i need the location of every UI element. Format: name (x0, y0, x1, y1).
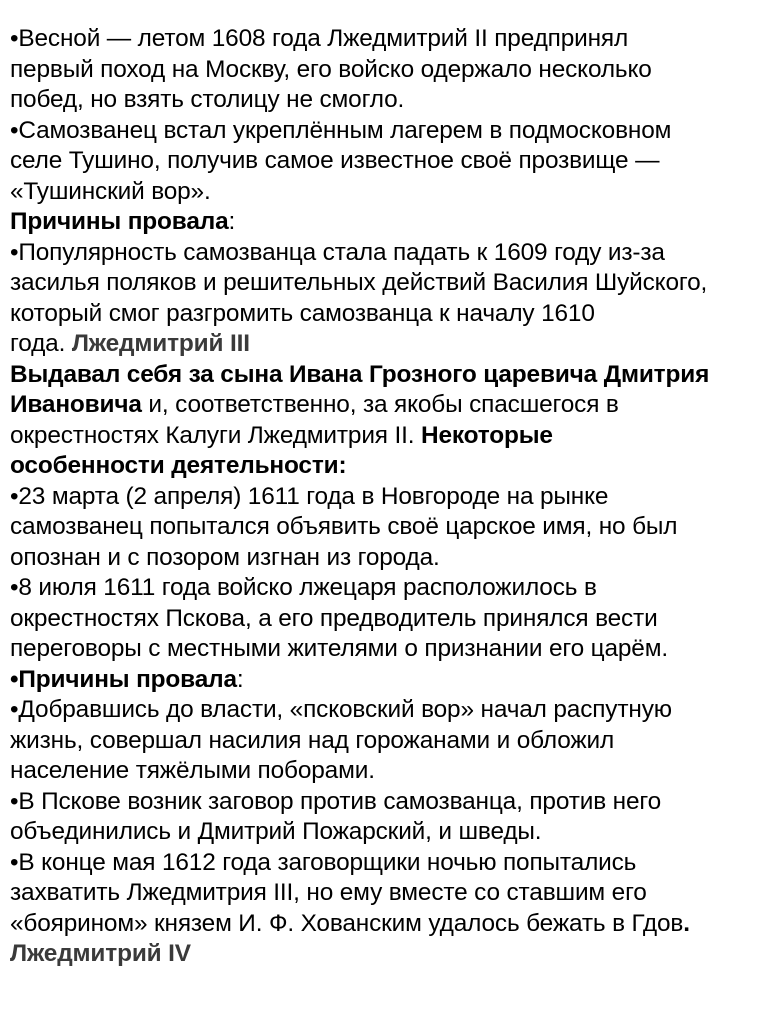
text-segment: захватить Лжедмитрия III, но ему вместе со ставшим его (10, 879, 647, 906)
text-line (10, 360, 760, 391)
text-segment: года. (10, 330, 72, 357)
text-line (10, 177, 760, 208)
bold-text-segment: Некоторые (421, 421, 553, 449)
text-segment: окрестностях Калуги Лжедмитрия II. (10, 421, 421, 449)
text-line (10, 665, 760, 696)
bold-text-segment: Лжедмитрий III (71, 330, 250, 357)
text-segment: объединились и Дмитрий Пожарский, и шведы. (10, 818, 542, 845)
text-segment: •Весной — летом 1608 года Лжедмитрий II предпринял (10, 25, 629, 52)
text-segment: •8 июля 1611 года войско лжецаря расположилось в (10, 574, 597, 601)
text-segment: •Самозванец встал укреплённым лагерем в подмосковном (10, 116, 672, 144)
document-body (10, 24, 760, 970)
bold-text-segment: особенности деятельности: (10, 452, 347, 479)
text-line (10, 787, 760, 818)
text-line (10, 512, 760, 543)
text-line (10, 329, 760, 360)
text-line (10, 726, 760, 757)
text-segment: селе Тушино, получив самое известное своё прозвище — (10, 147, 660, 174)
text-segment: переговоры с местными жителями о признании его царём. (10, 635, 668, 662)
text-segment: самозванец попытался объявить своё царское имя, но был (10, 513, 678, 540)
text-line (10, 817, 760, 848)
text-line (10, 146, 760, 177)
text-line (10, 421, 760, 452)
text-line (10, 756, 760, 787)
text-line (10, 543, 760, 574)
text-segment: и, соответственно, за якобы спасшегося в (141, 391, 619, 418)
bold-text-segment: Выдавал себя за сына Ивана Грозного царевича Дмитрия (10, 360, 710, 388)
text-segment: засилья поляков и решительных действий Василия Шуйского, (10, 269, 708, 296)
text-segment: «Тушинский вор». (10, 177, 211, 205)
text-segment: первый поход на Москву, его войско одержало несколько (10, 55, 652, 83)
text-line (10, 848, 760, 879)
text-segment: : (236, 665, 244, 693)
text-line (10, 24, 760, 55)
text-line (10, 451, 760, 482)
text-line (10, 299, 760, 330)
text-segment: население тяжёлыми поборами. (10, 757, 375, 784)
text-segment: •23 марта (2 апреля) 1611 года в Новгороде на рынке (10, 482, 609, 510)
text-line (10, 116, 760, 147)
text-line (10, 604, 760, 635)
text-segment: : (228, 208, 236, 235)
text-line (10, 482, 760, 513)
text-segment: окрестностях Пскова, а его предводитель принялся вести (10, 604, 658, 632)
text-line (10, 55, 760, 86)
text-segment: побед, но взять столицу не смогло. (10, 86, 405, 113)
text-line (10, 238, 760, 269)
text-segment: •В Пскове возник заговор против самозванца, против него (10, 787, 661, 815)
text-line (10, 268, 760, 299)
text-segment: опознан и с позором изгнан из города. (10, 543, 440, 571)
text-line (10, 390, 760, 421)
text-line (10, 207, 760, 238)
text-segment: «боярином» князем И. Ф. Хованским удалось бежать в Гдов (10, 909, 684, 937)
text-line (10, 939, 760, 970)
bold-text-segment: •Причины провала (10, 665, 237, 693)
text-segment: •Популярность самозванца стала падать к 1609 году из-за (10, 238, 665, 266)
text-segment: •В конце мая 1612 года заговорщики ночью попытались (10, 848, 637, 876)
bold-text-segment: . (683, 909, 690, 937)
text-line (10, 695, 760, 726)
text-segment: жизнь, совершал насилия над горожанами и обложил (10, 726, 615, 754)
text-line (10, 85, 760, 116)
bold-text-segment: Ивановича (10, 391, 142, 418)
text-segment: •Добравшись до власти, «псковский вор» начал распутную (10, 696, 672, 723)
bold-text-segment: Причины провала (10, 208, 229, 235)
text-line (10, 878, 760, 909)
text-line (10, 909, 760, 940)
text-line (10, 573, 760, 604)
text-line (10, 634, 760, 665)
bold-text-segment: Лжедмитрий IV (10, 940, 191, 967)
text-segment: который смог разгромить самозванца к началу 1610 (10, 299, 595, 327)
